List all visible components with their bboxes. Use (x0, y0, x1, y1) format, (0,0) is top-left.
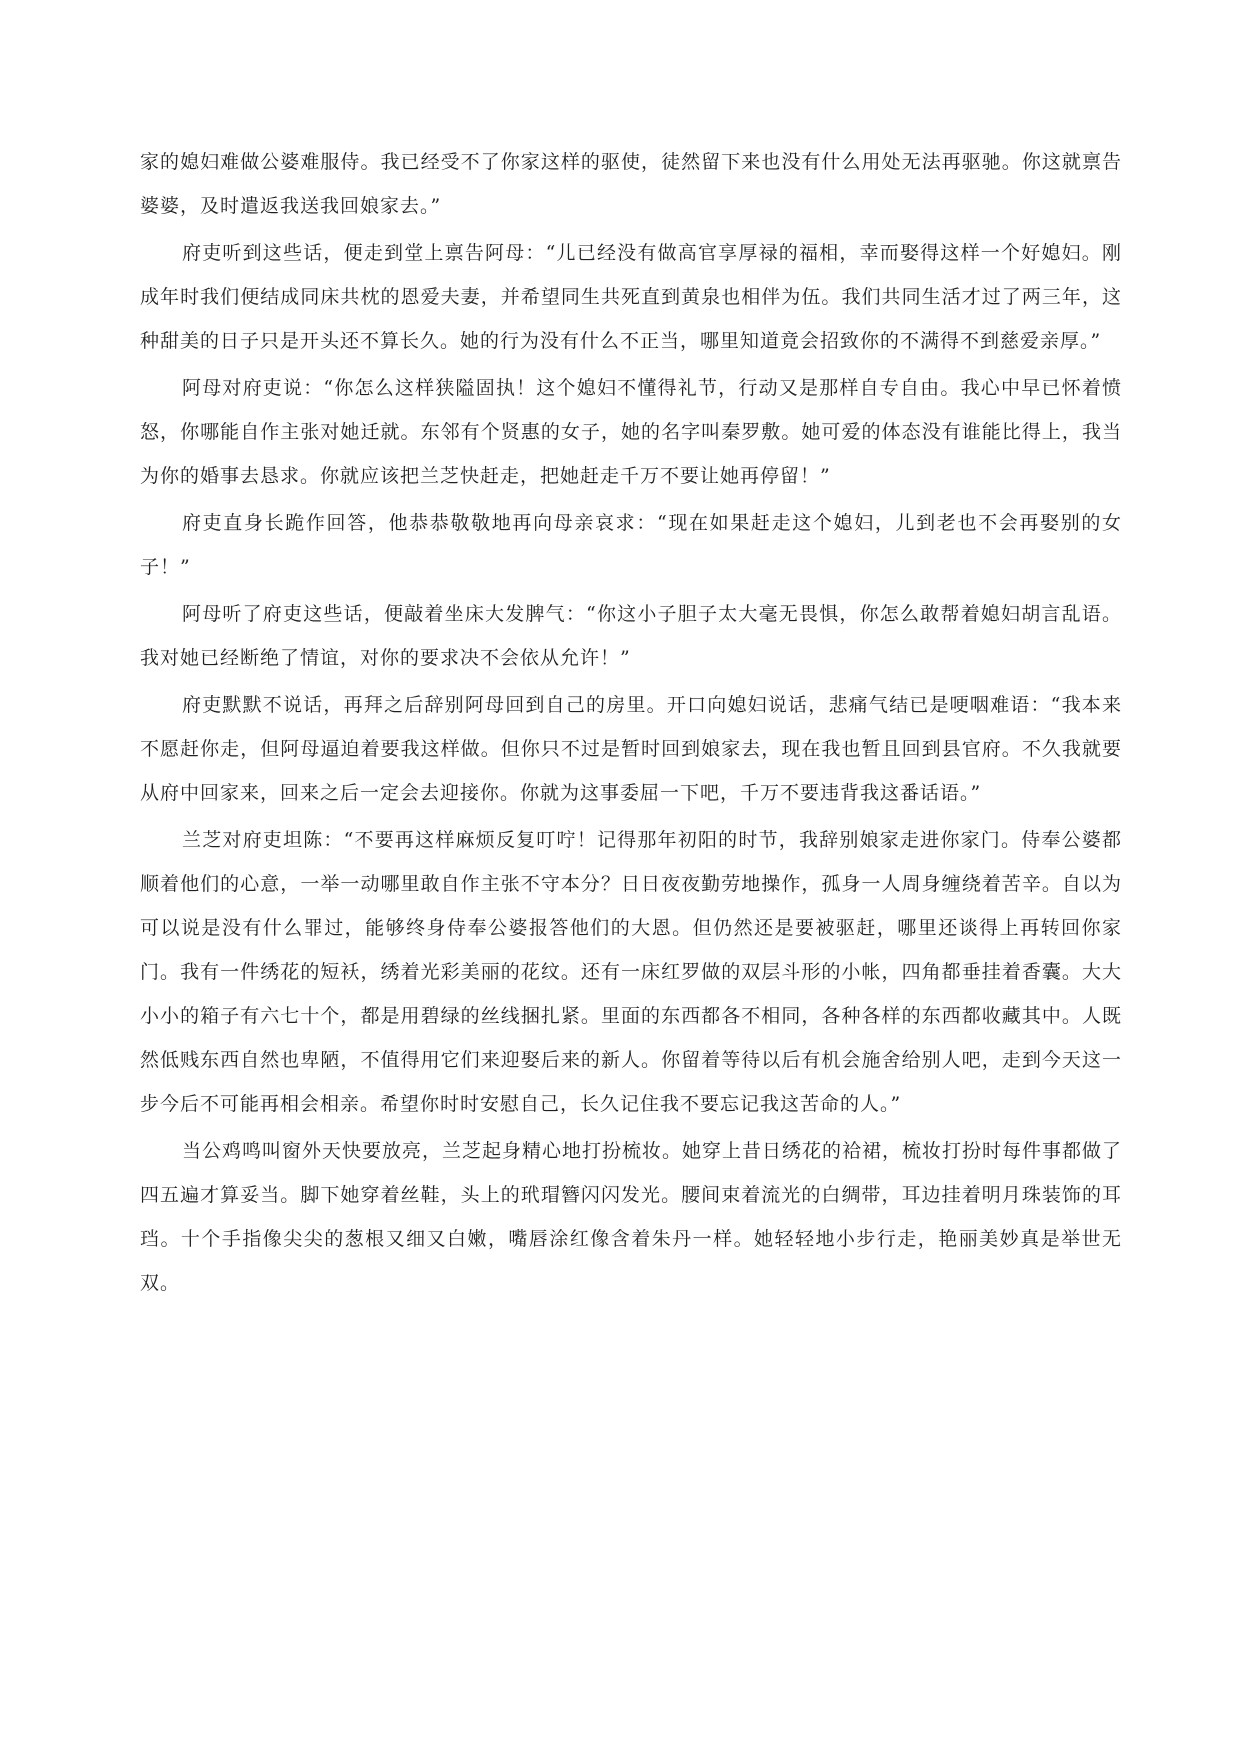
paragraph: 当公鸡鸣叫窗外天快要放亮，兰芝起身精心地打扮梳妆。她穿上昔日绣花的袷裙，梳妆打扮时每件事都做了四五遍才算妥当。脚下她穿着丝鞋，头上的玳瑁簪闪闪发光。腰间束着流光的白绸带，耳边挂着明月珠装饰的耳珰。十个手指像尖尖的葱根又细又白嫩，嘴唇涂红像含着朱丹一样。她轻轻地小步行走，艳丽美妙真是举世无双。 (140, 1140, 1123, 1294)
paragraph: 兰芝对府吏坦陈：“不要再这样麻烦反复叮咛！记得那年初阳的时节，我辞别娘家走进你家门。侍奉公婆都顺着他们的心意，一举一动哪里敢自作主张不守本分？日日夜夜勤劳地操作，孤身一人周身缠绕着苦辛。自以为可以说是没有什么罪过，能够终身侍奉公婆报答他们的大恩。但仍然还是要被驱赶，哪里还谈得上再转回你家门。我有一件绣花的短袄，绣着光彩美丽的花纹。还有一床红罗做的双层斗形的小帐，四角都垂挂着香囊。大大小小的箱子有六七十个，都是用碧绿的丝线捆扎紧。里面的东西都各不相同，各种各样的东西都收藏其中。人既然低贱东西自然也卑陋，不值得用它们来迎娶后来的新人。你留着等待以后有机会施舍给别人吧，走到今天这一步今后不可能再相会相亲。希望你时时安慰自己，长久记住我不要忘记我这苦命的人。” (140, 829, 1122, 1115)
paragraph: 府吏直身长跪作回答，他恭恭敬敬地再向母亲哀求：“现在如果赶走这个媳妇，儿到老也不会再娶别的女子！” (140, 512, 1122, 578)
paragraph: 府吏听到这些话，便走到堂上禀告阿母：“儿已经没有做高官享厚禄的福相，幸而娶得这样一个好媳妇。刚成年时我们便结成同床共枕的恩爱夫妻，并希望同生共死直到黄泉也相伴为伍。我们共同生活才过了两三年，这种甜美的日子只是开头还不算长久。她的行为没有什么不正当，哪里知道竟会招致你的不满得不到慈爱亲厚。” (140, 242, 1122, 352)
paragraph: 府吏默默不说话，再拜之后辞别阿母回到自己的房里。开口向媳妇说话，悲痛气结已是哽咽难语：“我本来不愿赶你走，但阿母逼迫着要我这样做。但你只不过是暂时回到娘家去，现在我也暂且回到县官府。不久我就要从府中回家来，回来之后一定会去迎接你。你就为这事委屈一下吧，千万不要违背我这番话语。” (140, 694, 1122, 804)
document-body (140, 140, 1122, 1308)
paragraph: 阿母听了府吏这些话，便敲着坐床大发脾气：“你这小子胆子太大毫无畏惧，你怎么敢帮着媳妇胡言乱语。我对她已经断绝了情谊，对你的要求决不会依从允许！” (140, 603, 1122, 669)
paragraph-continuation: 家的媳妇难做公婆难服侍。我已经受不了你家这样的驱使，徒然留下来也没有什么用处无法再驱驰。你这就禀告婆婆，及时遣返我送我回娘家去。” (140, 151, 1122, 217)
paragraph: 阿母对府吏说：“你怎么这样狭隘固执！这个媳妇不懂得礼节，行动又是那样自专自由。我心中早已怀着愤怒，你哪能自作主张对她迁就。东邻有个贤惠的女子，她的名字叫秦罗敷。她可爱的体态没有谁能比得上，我当为你的婚事去恳求。你就应该把兰芝快赶走，把她赶走千万不要让她再停留！” (140, 377, 1122, 487)
